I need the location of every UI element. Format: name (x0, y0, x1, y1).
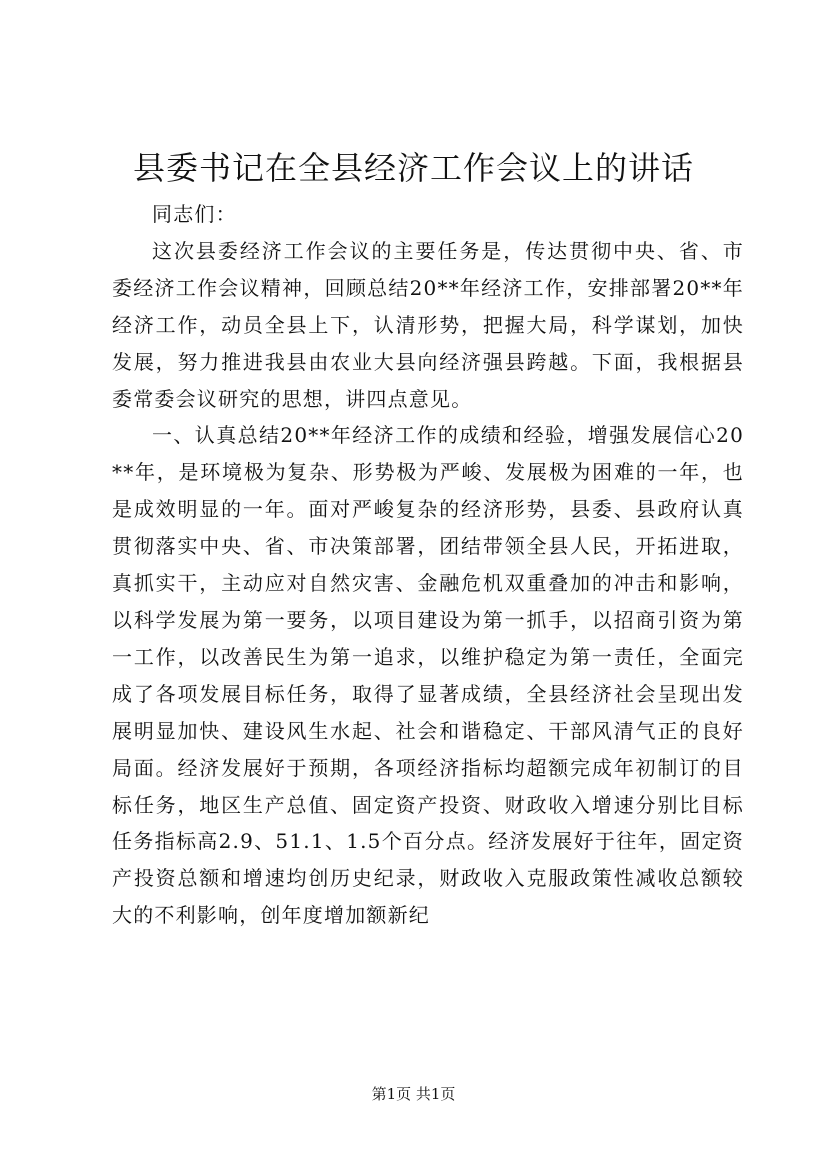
page-footer: 第1页 共1页 (371, 1085, 456, 1103)
document-body (112, 196, 744, 934)
paragraph-section-one: 一、认真总结20**年经济工作的成绩和经验，增强发展信心20**年，是环境极为复杂、形势极为严峻、发展极为困难的一年，也是成效明显的一年。面对严峻复杂的经济形势，县委、县政府认真贯彻落实中央、省、市决策部署，团结带领全县人民，开拓进取，真抓实干，主动应对自然灾害、金融危机双重叠加的冲击和影响，以科学发展为第一要务，以项目建设为第一抓手，以招商引资为第一工作，以改善民生为第一追求，以维护稳定为第一责任，全面完成了各项发展目标任务，取得了显著成绩，全县经济社会呈现出发展明显加快、建设风生水起、社会和谐稳定、干部风清气正的良好局面。经济发展好于预期，各项经济指标均超额完成年初制订的目标任务，地区生产总值、固定资产投资、财政收入增速分别比目标任务指标高2.9、51.1、1.5个百分点。经济发展好于往年，固定资产投资总额和增速均创历史纪录，财政收入克服政策性减收总额较大的不利影响，创年度增加额新纪 (112, 423, 744, 928)
salutation: 同志们： (152, 202, 237, 226)
paragraph-intro: 这次县委经济工作会议的主要任务是，传达贯彻中央、省、市委经济工作会议精神，回顾总结20**年经济工作，安排部署20**年经济工作，动员全县上下，认清形势，把握大局，科学谋划，加快发展，努力推进我县由农业大县向经济强县跨越。下面，我根据县委常委会议研究的思想，讲四点意见。 (112, 238, 744, 411)
document-title: 县委书记在全县经济工作会议上的讲话 (132, 149, 694, 187)
